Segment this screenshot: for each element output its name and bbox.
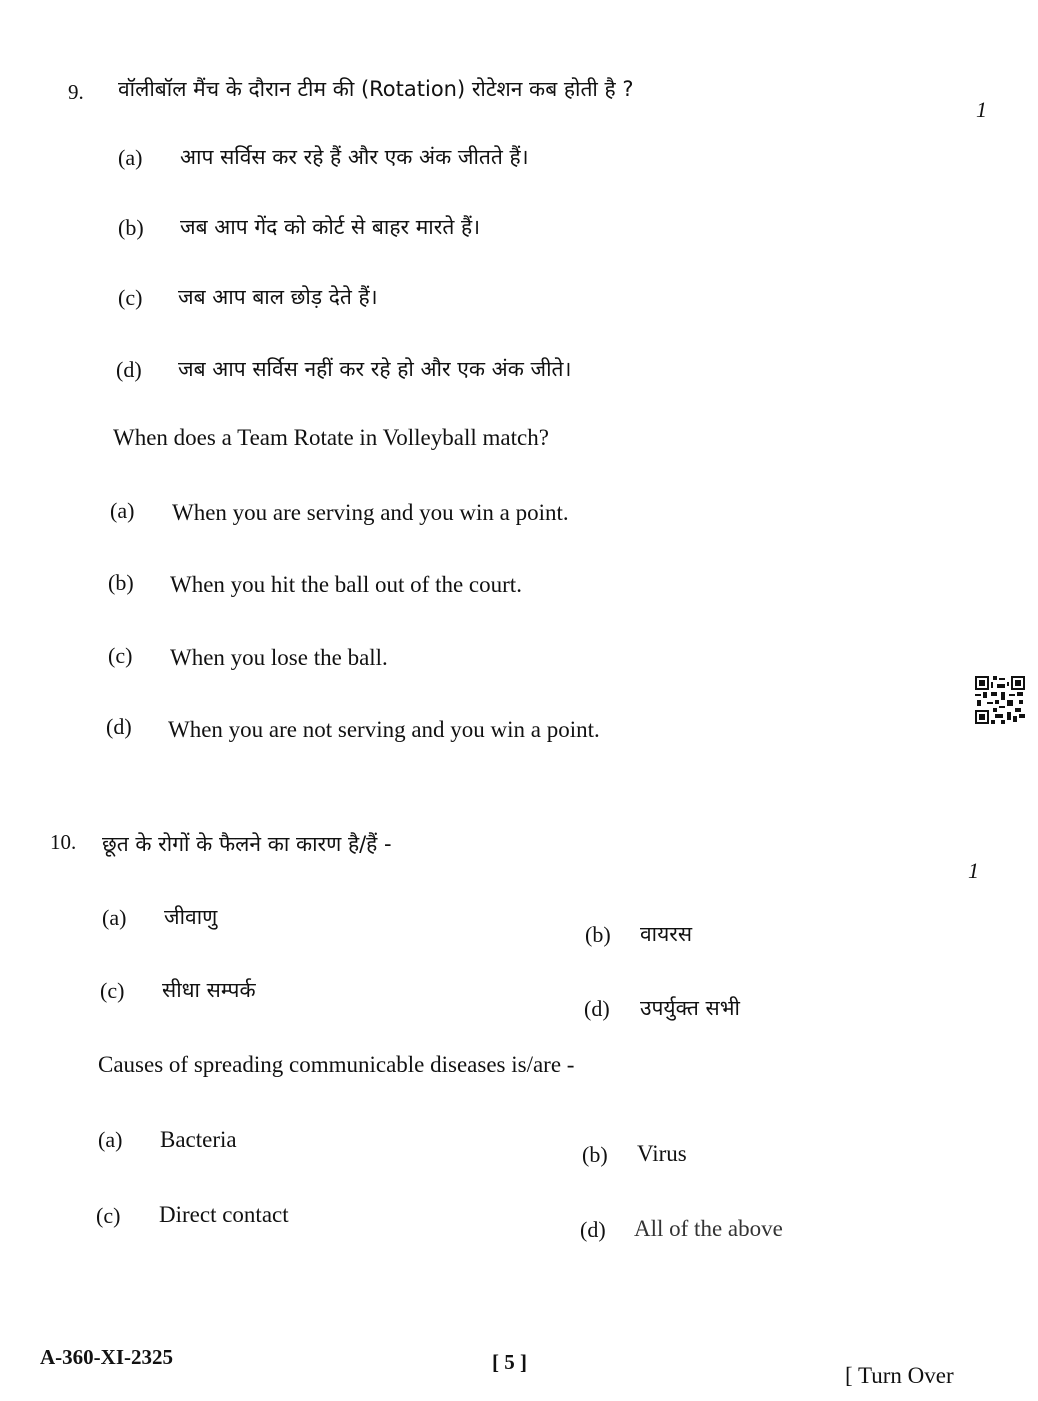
q9-hindi-option-c-label: (c) — [118, 285, 143, 310]
qr-code-icon — [975, 676, 1025, 724]
q10-number: 10. — [50, 830, 77, 854]
turn-over: [ Turn Over — [845, 1363, 954, 1388]
q9-hindi-option-a-label: (a) — [118, 145, 143, 170]
q9-hindi-option-a: आप सर्विस कर रहे हैं और एक अंक जीतते हैं। — [180, 145, 529, 169]
q10-hindi-question: छूत के रोगों के फैलने का कारण है/हैं - — [102, 832, 392, 856]
q9-english-option-c: When you lose the ball. — [170, 645, 388, 670]
q10-english-option-b: Virus — [637, 1141, 687, 1166]
q9-hindi-option-b-label: (b) — [118, 215, 144, 240]
q9-hindi-option-b: जब आप गेंद को कोर्ट से बाहर मारते हैं। — [180, 215, 481, 239]
page-number: [ 5 ] — [492, 1350, 527, 1374]
q10-english-option-c: Direct contact — [159, 1202, 289, 1227]
paper-code: A-360-XI-2325 — [40, 1345, 173, 1369]
q10-hindi-option-c: सीधा सम्पर्क — [162, 978, 256, 1002]
q9-english-option-b-label: (b) — [108, 570, 134, 595]
q9-english-option-a-label: (a) — [110, 498, 135, 523]
q9-english-option-d-label: (d) — [106, 714, 132, 739]
q10-english-option-a: Bacteria — [160, 1127, 237, 1152]
q10-english-question: Causes of spreading communicable diseases is/are - — [98, 1052, 575, 1077]
q10-marks: 1 — [968, 858, 979, 883]
q9-hindi-option-d-label: (d) — [116, 357, 142, 382]
q10-hindi-option-d-label: (d) — [584, 996, 610, 1021]
q9-english-option-c-label: (c) — [108, 643, 133, 668]
q10-hindi-option-b: वायरस — [640, 922, 693, 946]
q9-english-option-a: When you are serving and you win a point. — [172, 500, 569, 525]
q9-english-option-d: When you are not serving and you win a point. — [168, 717, 600, 742]
q9-english-option-b: When you hit the ball out of the court. — [170, 572, 522, 597]
q10-english-option-c-label: (c) — [96, 1203, 121, 1228]
q9-number: 9. — [68, 80, 84, 104]
q9-hindi-option-c: जब आप बाल छोड़ देते हैं। — [178, 285, 378, 309]
q10-english-option-d-label: (d) — [580, 1217, 606, 1242]
q9-marks: 1 — [976, 97, 987, 122]
q10-hindi-option-b-label: (b) — [585, 922, 611, 947]
q9-hindi-option-d: जब आप सर्विस नहीं कर रहे हो और एक अंक जीते। — [178, 357, 572, 381]
q10-hindi-option-a-label: (a) — [102, 905, 127, 930]
q9-hindi-question: वॉलीबॉल मैंच के दौरान टीम की (Rotation) रोटेशन कब होती है ? — [118, 77, 634, 101]
q10-hindi-option-c-label: (c) — [100, 978, 125, 1003]
q10-hindi-option-a: जीवाणु — [164, 905, 218, 929]
q10-english-option-a-label: (a) — [98, 1127, 123, 1152]
q9-english-question: When does a Team Rotate in Volleyball match? — [113, 425, 549, 450]
q10-english-option-d: All of the above — [634, 1216, 783, 1241]
q10-hindi-option-d: उपर्युक्त सभी — [640, 996, 740, 1020]
q10-english-option-b-label: (b) — [582, 1142, 608, 1167]
